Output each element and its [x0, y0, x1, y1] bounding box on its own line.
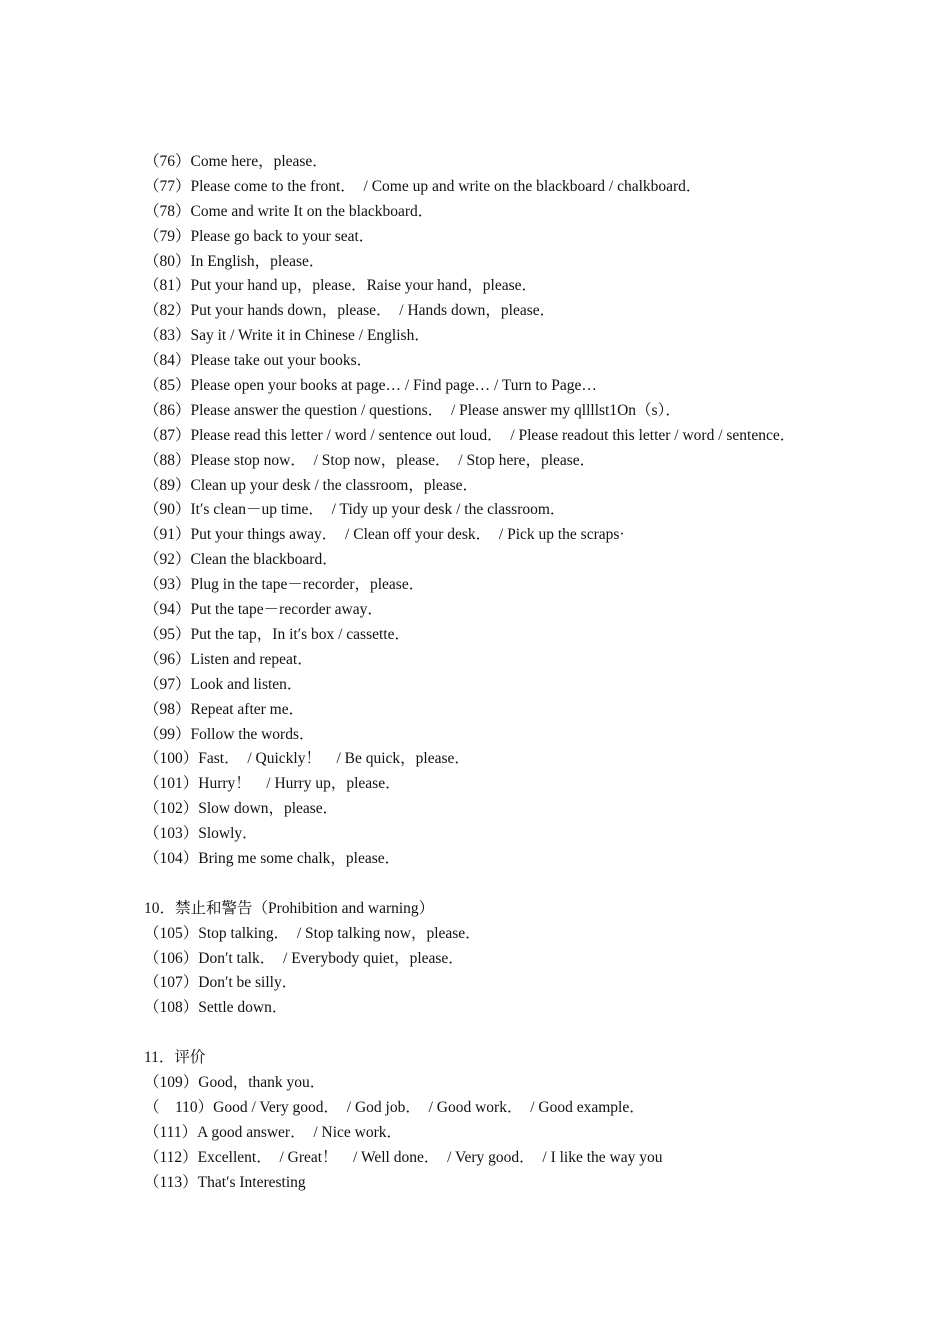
- section-spacer: [144, 1021, 812, 1046]
- list-item: （111）A good answer． / Nice work．: [144, 1123, 403, 1141]
- list-item: （112）Excellent． / Great！ / Well done． / Very good． / I like the way you: [144, 1148, 663, 1166]
- list-item: （113）That′s Interesting: [144, 1173, 306, 1191]
- list-item: （77）Please come to the front． / Come up and write on the blackboard / chalkboard．: [144, 177, 702, 195]
- list-item: （91）Put your things away． / Clean off your desk． / Pick up the scraps·: [144, 526, 625, 544]
- document-body: [144, 150, 812, 1195]
- list-item: （109）Good，thank you．: [144, 1073, 326, 1091]
- list-item: （107）Don′t be silly．: [144, 974, 298, 992]
- list-item: （97）Look and listen．: [144, 675, 303, 693]
- list-item: （85）Please open your books at page… / Find page… / Turn to Page…: [144, 377, 597, 395]
- list-item: （95）Put the tap，In it′s box / cassette．: [144, 625, 410, 643]
- list-item: （103）Slowly．: [144, 825, 258, 843]
- list-item: （94）Put the tape－recorder away．: [144, 601, 383, 619]
- list-item: （93）Plug in the tape－recorder，please．: [144, 576, 425, 594]
- list-item: （92）Clean the blackboard．: [144, 551, 338, 569]
- list-item: （81）Put your hand up，please．Raise your hand，please．: [144, 277, 538, 295]
- section-heading-evaluation: 11．评价: [144, 1049, 206, 1067]
- list-item: （100）Fast． / Quickly！ / Be quick，please．: [144, 750, 470, 768]
- list-item: （90）It′s clean－up time． / Tidy up your desk / the classroom．: [144, 501, 566, 519]
- list-item: （104）Bring me some chalk，please．: [144, 849, 401, 867]
- list-item-87: （87）Please read this letter / word / sentence out loud． / Please readout this letter / word / sentence．: [144, 426, 796, 444]
- list-item: （108）Settle down．: [144, 999, 288, 1017]
- list-item: （86）Please answer the question / questions． / Please answer my qllllst1On（s）．: [144, 401, 681, 419]
- list-item: （98）Repeat after me．: [144, 700, 305, 718]
- section-heading-prohibition: 10．禁止和警告（Prohibition and warning）: [144, 899, 435, 917]
- list-item: （84）Please take out your books．: [144, 352, 373, 370]
- list-item: （79）Please go back to your seat．: [144, 227, 375, 245]
- list-item: （83）Say it / Write it in Chinese / English．: [144, 327, 430, 345]
- list-item: （80）In English，please．: [144, 252, 325, 270]
- section-spacer: [144, 872, 812, 897]
- list-item: （101）Hurry！ / Hurry up，please．: [144, 775, 401, 793]
- list-item: （88）Please stop now． / Stop now，please． / Stop here，please．: [144, 451, 596, 469]
- list-item: （96）Listen and repeat．: [144, 650, 313, 668]
- list-item: （82）Put your hands down，please． / Hands down，please．: [144, 302, 556, 320]
- list-item: （102）Slow down，please．: [144, 800, 339, 818]
- list-item: （78）Come and write It on the blackboard．: [144, 202, 434, 220]
- list-item: （ 110）Good / Very good． / God job． / Good work． / Good example．: [144, 1098, 645, 1116]
- list-item: （76）Come here，please．: [144, 153, 328, 170]
- list-item: （105）Stop talking． / Stop talking now，please．: [144, 924, 481, 942]
- list-item: （99）Follow the words．: [144, 725, 315, 743]
- list-item: （89）Clean up your desk / the classroom，please．: [144, 476, 479, 494]
- list-item: （106）Don′t talk． / Everybody quiet，please．: [144, 949, 464, 967]
